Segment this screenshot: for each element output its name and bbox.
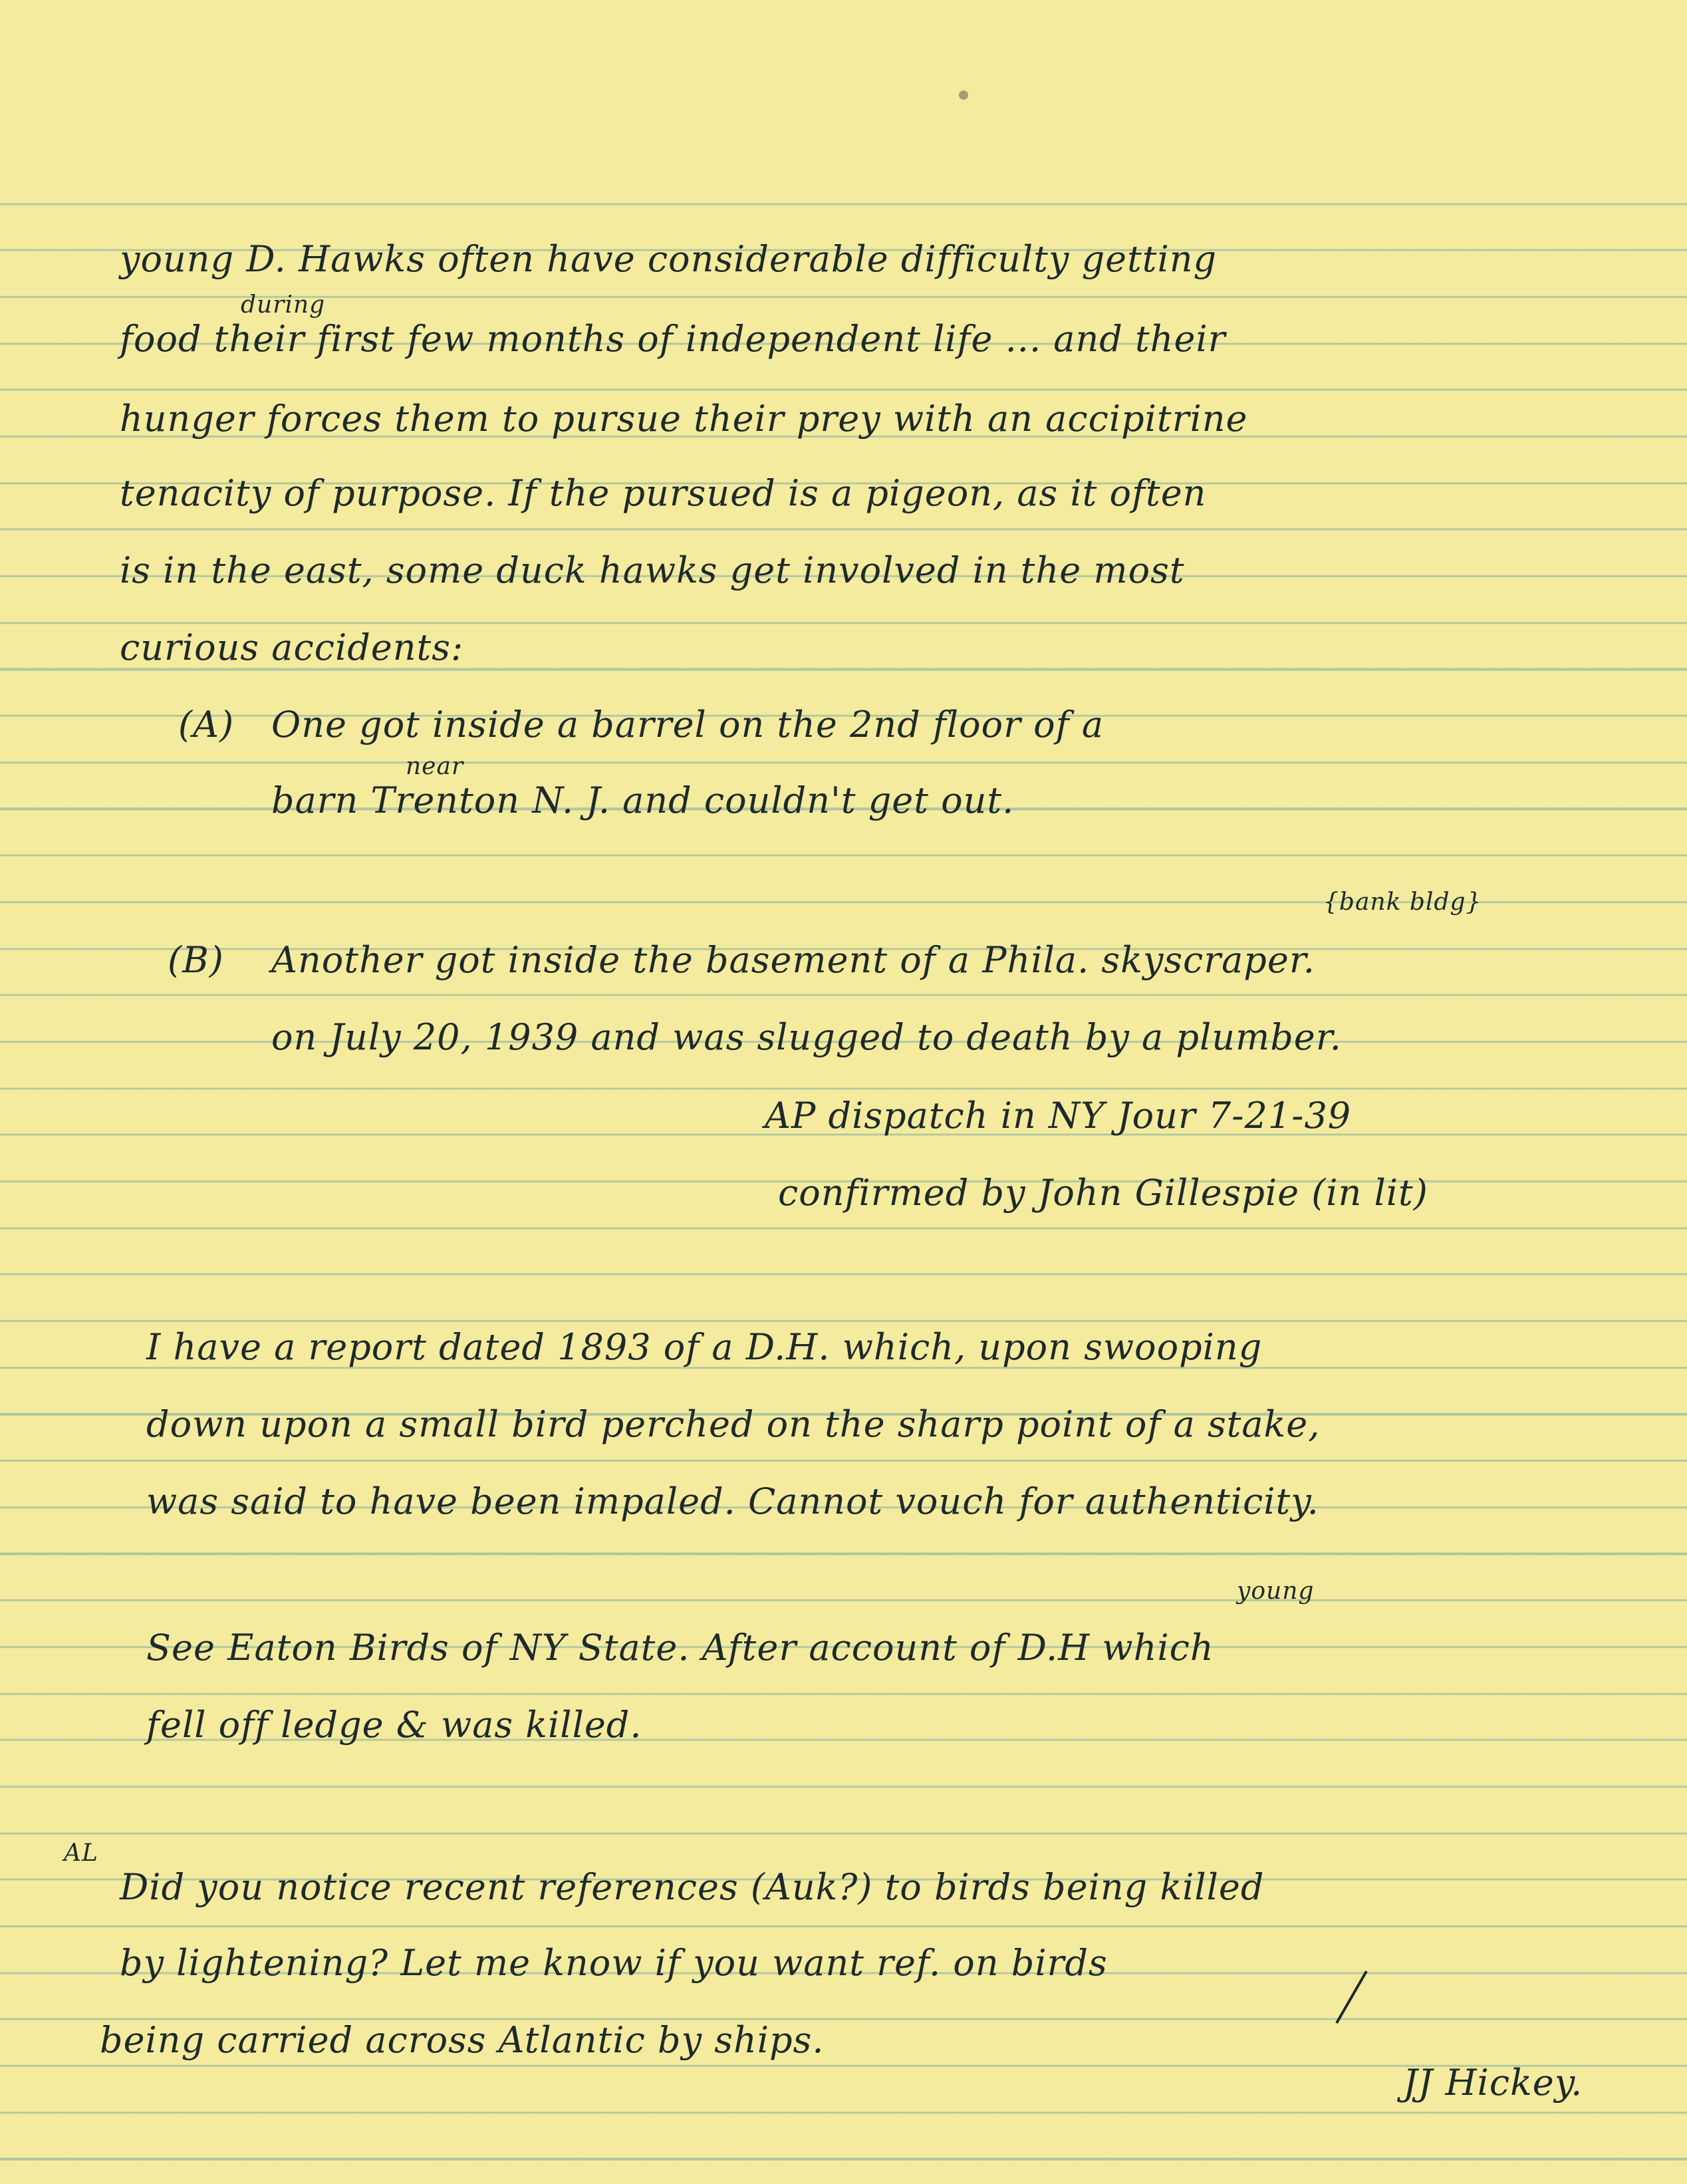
para4-line-2: by lightening? Let me know if you want ref. on birds (120, 1942, 1108, 1984)
item-a-marker: (A) (178, 704, 235, 746)
para2-line-3: was said to have been impaled. Cannot vouch for authenticity. (146, 1480, 1319, 1522)
para2-line-1: I have a report dated 1893 of a D.H. which, upon swooping (146, 1326, 1263, 1368)
para4-line-1: Did you notice recent references (Auk?) to birds being killed (120, 1866, 1265, 1908)
para1-line-4: tenacity of purpose. If the pursued is a pigeon, as it often (120, 472, 1207, 514)
signature: JJ Hickey. (1403, 2062, 1583, 2104)
para1-line-2: food their first few months of independent life ... and their (120, 318, 1226, 360)
margin-mark: AL (64, 1840, 98, 1867)
para1-line-3: hunger forces them to pursue their prey with an accipitrine (120, 398, 1248, 440)
item-b-line-2: on July 20, 1939 and was slugged to death by a plumber. (271, 1016, 1342, 1058)
item-a-line-1: One got inside a barrel on the 2nd floor of a (271, 704, 1104, 746)
signature-stroke (1335, 1971, 1367, 2024)
item-b-source-1: AP dispatch in NY Jour 7-21-39 (765, 1095, 1352, 1137)
item-b-line-1: Another got inside the basement of a Phila. skyscraper. (271, 939, 1315, 981)
para3-line-1: See Eaton Birds of NY State. After account of D.H which (146, 1627, 1214, 1669)
para1-line-5: is in the east, some duck hawks get involved in the most (120, 549, 1185, 591)
item-b-source-2: confirmed by John Gillespie (in lit) (778, 1172, 1428, 1214)
insert-young: young (1237, 1577, 1315, 1605)
para4-line-3: being carried across Atlantic by ships. (100, 2019, 825, 2061)
para1-line-6: curious accidents: (120, 626, 464, 668)
item-a-line-2: barn Trenton N. J. and couldn't get out. (271, 779, 1015, 821)
para1-line-1: young D. Hawks often have considerable difficulty getting (120, 238, 1218, 280)
insert-bank-bldg: {bank bldg} (1323, 888, 1482, 916)
para3-line-2: fell off ledge & was killed. (146, 1704, 642, 1746)
ink-spot (959, 90, 968, 100)
para2-line-2: down upon a small bird perched on the sharp point of a stake, (146, 1403, 1321, 1445)
insert-during: during (241, 291, 326, 319)
insert-near: near (406, 753, 464, 780)
item-b-marker: (B) (168, 939, 224, 981)
